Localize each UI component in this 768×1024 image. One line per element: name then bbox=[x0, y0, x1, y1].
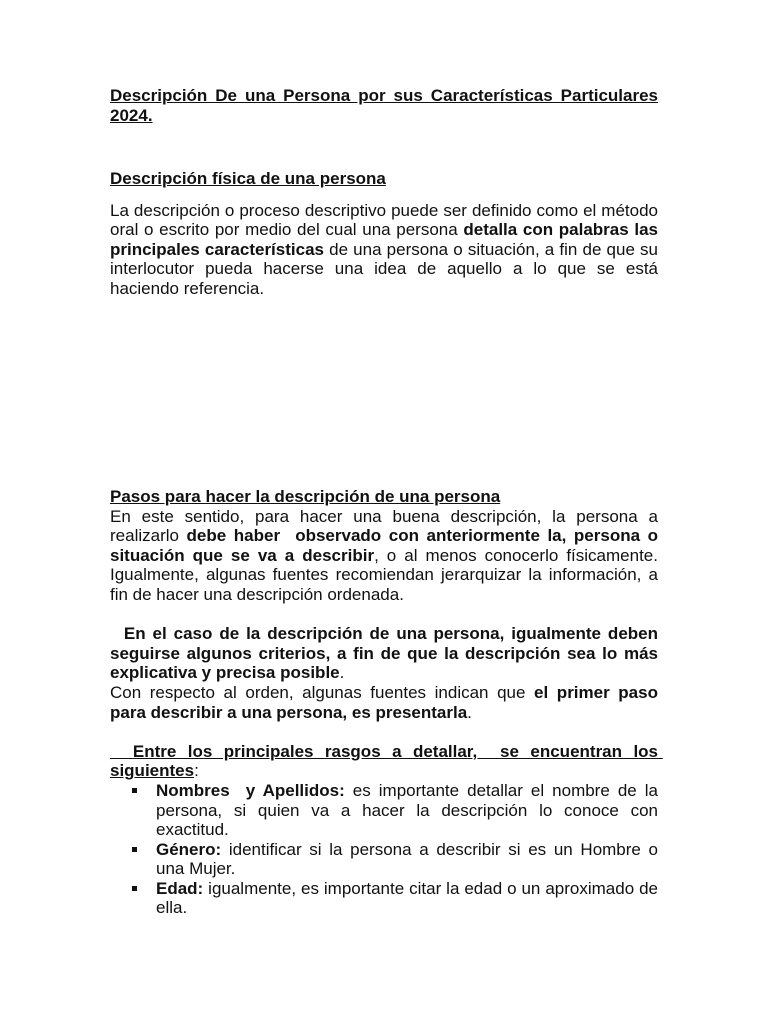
paragraph-criteria bbox=[110, 624, 663, 683]
paragraph-text: : bbox=[194, 761, 199, 781]
paragraph-text: En este sentido, para hacer una buena descripción, la persona a realizarlo bbox=[110, 506, 658, 546]
section-steps bbox=[110, 487, 663, 918]
section-heading-physical: Descripción física de una persona bbox=[110, 169, 386, 188]
list-item bbox=[110, 879, 658, 918]
section-heading-steps: Pasos para hacer la descripción de una persona bbox=[110, 487, 501, 506]
features-list bbox=[110, 781, 658, 918]
paragraph-text: La descripción o proceso descriptivo puede ser definido como el método oral o escrito por medio del cual una persona bbox=[110, 200, 658, 240]
list-item bbox=[110, 781, 658, 840]
paragraph-bold-underlined-text: Entre los principales rasgos a detallar, se encuentran los siguientes bbox=[110, 741, 663, 781]
square-bullet-icon bbox=[132, 886, 137, 891]
paragraph-text: Con respecto al orden, algunas fuentes indican que bbox=[110, 682, 535, 702]
paragraph-bold-text: detalla con palabras las principales características bbox=[110, 220, 658, 259]
document-title: Descripción De una Persona por sus Características Particulares 2024. bbox=[110, 86, 658, 125]
list-item-text: es importante detallar el nombre de la persona, si quien va a hacer la descripción lo conoce con exactitud. bbox=[156, 780, 658, 840]
paragraph-text: , o al menos conocerlo físicamente. Igualmente, algunas fuentes recomiendan jerarquizar la información, a fin de hacer una descripción ordenada. bbox=[110, 545, 658, 604]
paragraph-bold-text: debe haber observado con anteriormente la, persona o situación que se va a describir bbox=[110, 526, 663, 565]
list-item-text: identificar si la persona a describir si es un Hombre o una Mujer. bbox=[156, 839, 658, 879]
paragraph-steps-intro bbox=[110, 506, 663, 605]
list-item-term: Género: bbox=[156, 839, 222, 859]
paragraph-text: . bbox=[467, 702, 472, 722]
square-bullet-icon bbox=[132, 788, 137, 793]
paragraph-bold-text: En el caso de la descripción de una persona, igualmente deben seguirse algunos criterios, a fin de que la descripción sea lo más explicativa y precisa posible bbox=[110, 624, 663, 683]
paragraph-text: . bbox=[339, 663, 345, 683]
paragraph-text: de una persona o situación, a fin de que su interlocutor pueda hacerse una idea de aquello a lo que se está haciendo referencia. bbox=[110, 239, 658, 298]
list-item bbox=[110, 840, 658, 879]
paragraph-order bbox=[110, 683, 658, 722]
list-item-term: Edad: bbox=[156, 878, 204, 898]
list-item-term: Nombres y Apellidos: bbox=[156, 780, 345, 800]
list-item-text: igualmente, es importante citar la edad o un aproximado de ella. bbox=[156, 878, 658, 918]
paragraph-features-intro bbox=[110, 741, 663, 781]
square-bullet-icon bbox=[132, 847, 137, 852]
paragraph-definition bbox=[110, 201, 658, 299]
paragraph-bold-text: el primer paso para describir a una persona, es presentarla bbox=[110, 682, 658, 722]
section-physical-description bbox=[110, 169, 658, 299]
